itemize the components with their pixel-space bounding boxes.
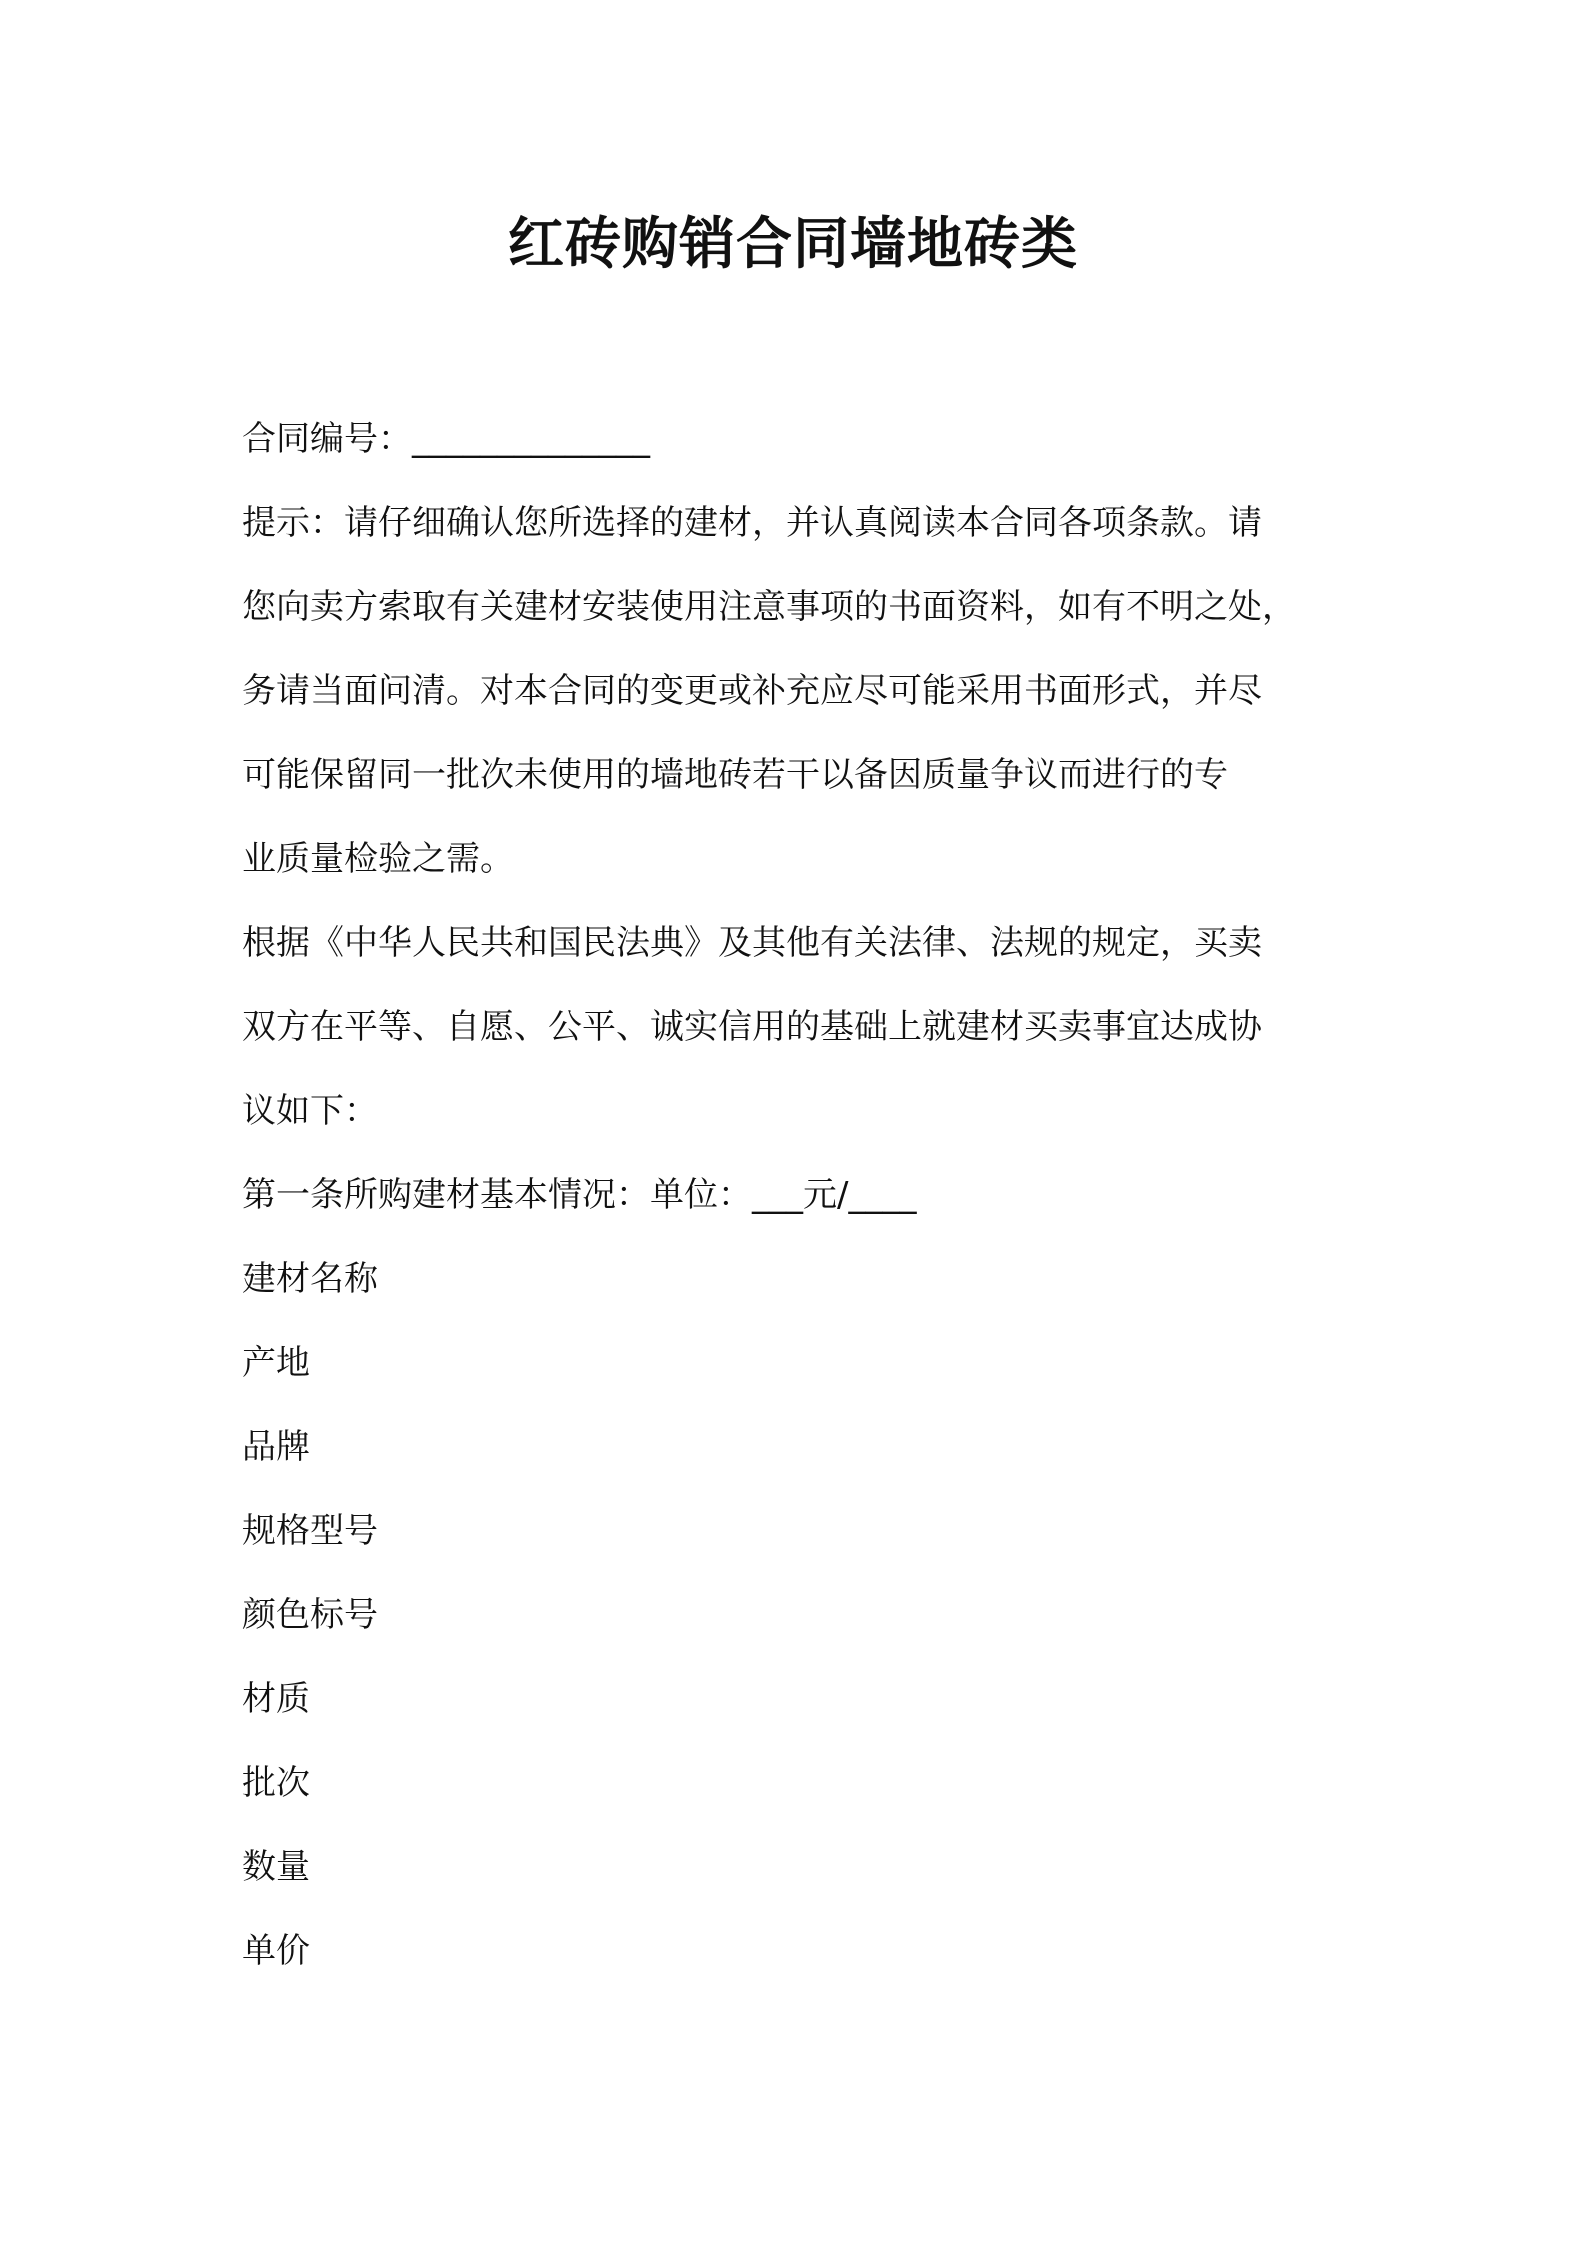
field-material-name: 建材名称 [242, 1259, 378, 1299]
field-origin: 产地 [242, 1343, 310, 1383]
field-color-code: 颜色标号 [242, 1595, 378, 1635]
document-body [242, 397, 1382, 1993]
field-unit-price: 单价 [242, 1931, 310, 1971]
document-title: 红砖购销合同墙地砖类 [508, 212, 1078, 277]
field-material: 材质 [242, 1679, 310, 1719]
field-brand: 品牌 [242, 1427, 310, 1467]
field-batch: 批次 [242, 1763, 310, 1803]
basis-line-2: 双方在平等、自愿、公平、诚实信用的基础上就建材买卖事宜达成协 [242, 1007, 1262, 1047]
notice-line-3: 务请当面问清。对本合同的变更或补充应尽可能采用书面形式，并尽 [242, 671, 1262, 711]
article-one-heading: 第一条所购建材基本情况：单位：___元/____ [242, 1175, 917, 1215]
basis-line-1: 根据《中华人民共和国民法典》及其他有关法律、法规的规定，买卖 [242, 923, 1262, 963]
field-quantity: 数量 [242, 1847, 310, 1887]
basis-line-3: 议如下： [242, 1091, 378, 1131]
notice-line-2: 您向卖方索取有关建材安装使用注意事项的书面资料，如有不明之处， [242, 587, 1296, 627]
contract-number-line: 合同编号：______________ [242, 419, 650, 459]
notice-line-1: 提示：请仔细确认您所选择的建材，并认真阅读本合同各项条款。请 [242, 503, 1262, 543]
notice-line-4: 可能保留同一批次未使用的墙地砖若干以备因质量争议而进行的专 [242, 755, 1228, 795]
notice-line-5: 业质量检验之需。 [242, 839, 514, 879]
field-specification: 规格型号 [242, 1511, 378, 1551]
